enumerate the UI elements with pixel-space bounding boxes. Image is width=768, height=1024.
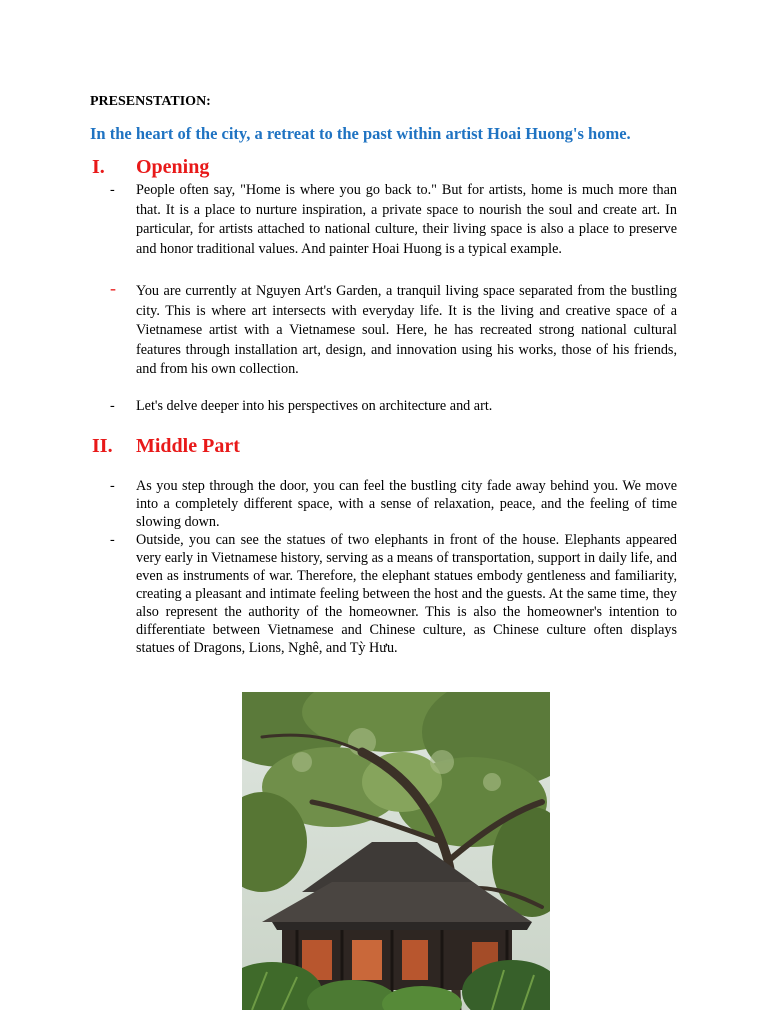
- list-item: [110, 181, 677, 259]
- document-subtitle: In the heart of the city, a retreat to the past within artist Hoai Huong's home.: [90, 124, 631, 143]
- bullet-dash: -: [110, 182, 115, 198]
- bullet-text: You are currently at Nguyen Art's Garden, a tranquil living space separated from the bustling city. This is where art intersects with everyday life. It is the living and creative space of a Vietnamese artist with a Vietnamese soul. Here, he has recreated strong national cultural features through installation art, design, and innovation using his works, those of his friends, and from his own collection.: [136, 283, 677, 377]
- bullet-dash: -: [110, 278, 116, 298]
- section-title: Opening: [136, 156, 210, 178]
- bullet-text: As you step through the door, you can feel the bustling city fade away behind you. We move into a completely different space, with a sense of relaxation, peace, and the feeling of time slowing down.: [136, 478, 677, 530]
- list-item: [110, 531, 677, 657]
- section-heading-opening: [92, 156, 209, 179]
- presentation-label: PRESENSTATION:: [90, 94, 211, 109]
- bullet-text: People often say, "Home is where you go back to." But for artists, home is much more than that. It is a place to nurture inspiration, a private space to nourish the soul and create art. In particular, for artists attached to national culture, their living space is also a place to preserve and honor traditional values. And painter Hoai Huong is a typical example.: [136, 182, 677, 257]
- section-number: II.: [92, 435, 113, 457]
- bullet-text: Let's delve deeper into his perspectives on architecture and art.: [136, 398, 493, 414]
- bullet-text: Outside, you can see the statues of two elephants in front of the house. Elephants appeared very early in Vietnamese history, serving as a means of transportation, support in daily life, and even as instruments of war. Therefore, the elephant statues embody gentleness and familiarity, creating a pleasant and intimate feeling between the host and the guests. At the same time, they also represent the authority of the homeowner. This is also the homeowner's intention to differentiate between Vietnamese and Chinese culture, as Chinese culture often displays statues of Dragons, Lions, Nghê, and Tỳ Hưu.: [136, 532, 677, 656]
- list-item: [110, 477, 677, 531]
- list-item: [110, 278, 677, 380]
- list-item: [110, 397, 677, 417]
- bullet-dash: -: [110, 398, 115, 414]
- section-title: Middle Part: [136, 435, 240, 457]
- section-heading-middle-part: [92, 435, 240, 458]
- section-number: I.: [92, 156, 105, 178]
- bullet-dash: -: [110, 478, 115, 494]
- bullet-dash: -: [110, 532, 115, 548]
- house-garden-photo: [242, 692, 550, 1010]
